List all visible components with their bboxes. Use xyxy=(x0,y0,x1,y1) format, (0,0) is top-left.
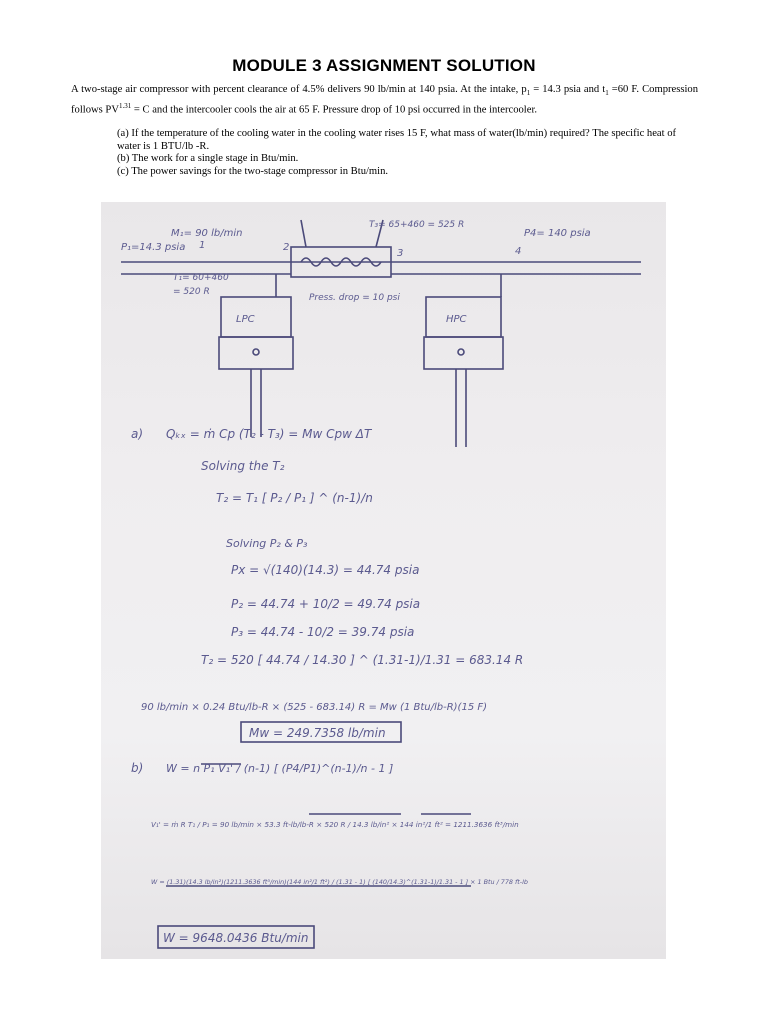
hw-t3: T₃= 65+460 = 525 R xyxy=(369,220,465,230)
hw-state-3: 3 xyxy=(397,248,404,259)
handwritten-solution-photo xyxy=(101,202,666,959)
hw-mass-flow: M₁= 90 lb/min xyxy=(171,228,243,239)
hw-lpc-label: LPC xyxy=(236,314,255,325)
hw-work-formula: W = n P₁ V₁' / (n-1) [ (P4/P1)^(n-1)/n - 1 ] xyxy=(166,762,394,775)
hw-state-1: 1 xyxy=(199,240,206,251)
hw-solving-p2-p3: Solving P₂ & P₃ xyxy=(226,537,308,550)
document-title: MODULE 3 ASSIGNMENT SOLUTION xyxy=(232,56,536,75)
part-c-question: (c) The power savings for the two-stage compressor in Btu/min. xyxy=(117,165,389,177)
hw-p4: P4= 140 psia xyxy=(524,228,591,239)
hw-energy-calc: 90 lb/min × 0.24 Btu/lb-R × (525 - 683.14) R = Mw (1 Btu/lb-R)(15 F) xyxy=(141,702,488,713)
hw-solving-t2: Solving the T₂ xyxy=(201,459,285,473)
problem-parts xyxy=(117,128,699,178)
hw-px: Px = √(140)(14.3) = 44.74 psia xyxy=(231,563,420,577)
hw-v1-calc: V₁' = ṁ R T₁ / P₁ = 90 lb/min × 53.3 ft-lb/lb-R × 520 R / 14.3 lb/in² × 144 in²/1 ft² = 1211.3636 ft³/min xyxy=(151,820,519,829)
hw-energy-balance: Qₖₓ = ṁ Cp (T₂ - T₃) = Mw Cpw ΔT xyxy=(166,427,372,441)
hw-part-a-label: a) xyxy=(131,427,144,441)
hw-t1-result: = 520 R xyxy=(173,287,210,297)
hw-t1: T₁= 60+460 xyxy=(173,273,229,283)
hw-t2: T₂ = 520 [ 44.74 / 14.30 ] ^ (1.31-1)/1.31 = 683.14 R xyxy=(201,653,524,667)
hw-work-calc: W = (1.31)(14.3 lb/in²)(1211.3636 ft³/min)(144 in²/1 ft²) / (1.31 - 1) [ (140/14.3)^(1.31-1)/1.31 - 1 ] × 1 Btu / 778 ft-lb xyxy=(151,878,528,886)
hw-p1: P₁=14.3 psia xyxy=(121,242,186,253)
hw-work-result: W = 9648.0436 Btu/min xyxy=(163,931,309,945)
hw-p3: P₃ = 44.74 - 10/2 = 39.74 psia xyxy=(231,625,415,639)
part-a-question: (a) If the temperature of the cooling water in the cooling water rises 15 F, what mass of water(lb/min) required? The specific heat of water is 1 BTU/lb -R. xyxy=(117,128,677,152)
part-b-question: (b) The work for a single stage in Btu/min. xyxy=(117,153,299,164)
hw-mw-result: Mw = 249.7358 lb/min xyxy=(249,726,386,740)
hw-press-drop: Press. drop = 10 psi xyxy=(309,293,400,303)
solution-sketch xyxy=(101,202,666,959)
problem-statement: A two-stage air compressor with percent clearance of 4.5% delivers 90 lb/min at 140 psia. At the intake, $p_1 = 14.3$ psia and $t_1 =60$ F. Compression follows $PV^{1.31} = C$ and the intercooler cools the air at 65 F. Pressure drop of 10 psi occurred in the intercooler. xyxy=(71,84,699,116)
hw-state-2: 2 xyxy=(283,242,290,253)
hw-hpc-label: HPC xyxy=(446,314,467,325)
hw-part-b-label: b) xyxy=(131,761,144,775)
hw-p2: P₂ = 44.74 + 10/2 = 49.74 psia xyxy=(231,597,421,611)
hw-state-4: 4 xyxy=(515,246,522,257)
hw-t2-formula: T₂ = T₁ [ P₂ / P₁ ] ^ (n-1)/n xyxy=(216,491,373,505)
